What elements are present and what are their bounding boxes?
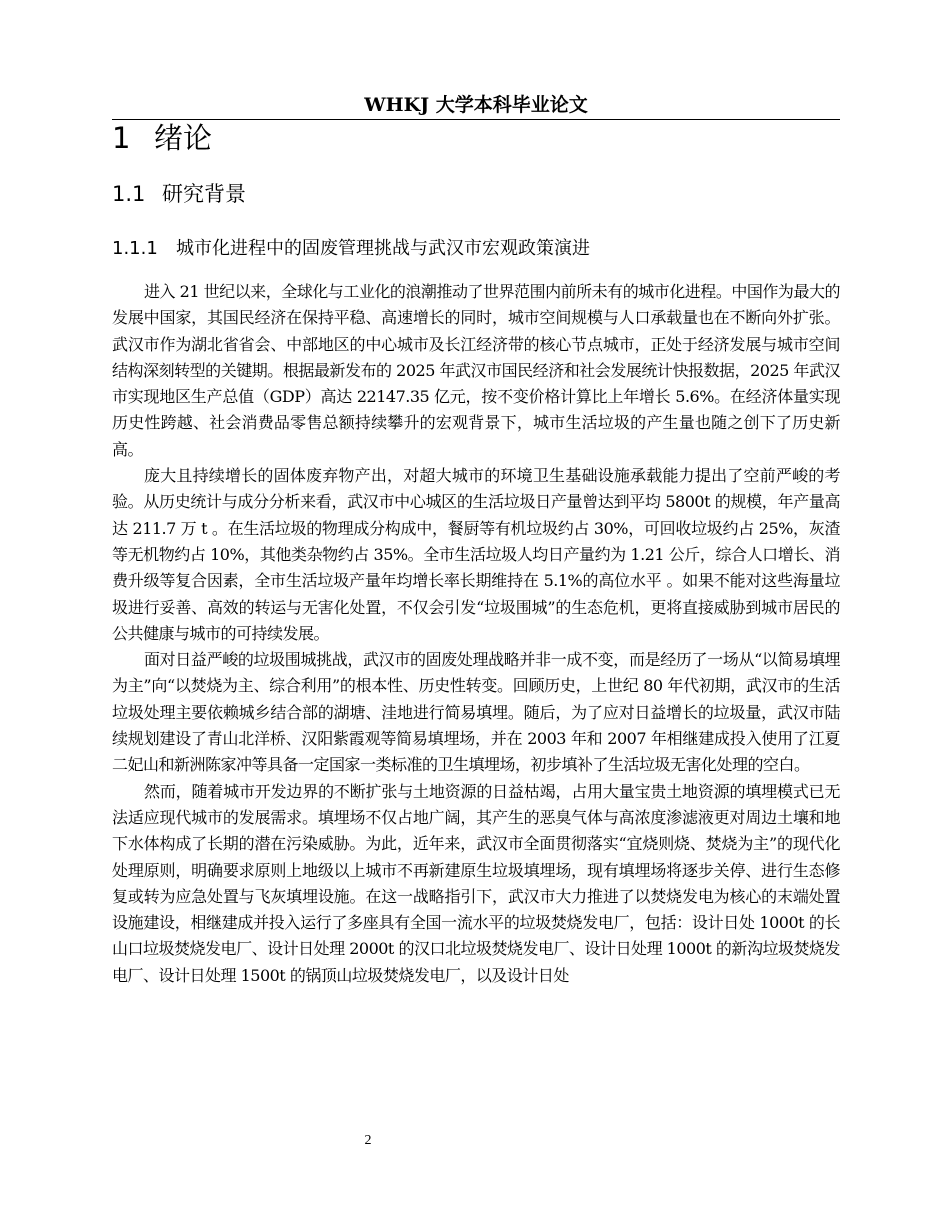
section-number: 1.1 bbox=[112, 182, 146, 206]
paragraph: 然而，随着城市开发边界的不断扩张与土地资源的日益枯竭，占用大量宝贵土地资源的填埋模式已无法适应现代城市的发展需求。填埋场不仅占地广阔，其产生的恶臭气体与高浓度渗滤液更对周边土壤和地下水体构成了长期的潜在污染威胁。为此，近年来，武汉市全面贯彻落实“宜烧则烧、焚烧为主”的现代化处理原则，明确要求原则上地级以上城市不再新建原生垃圾填埋场，现有填埋场将逐步关停、进行生态修复或转为应急处置与飞灰填埋设施。在这一战略指引下，武汉市大力推进了以焚烧发电为核心的末端处置设施建设，相继建成并投入运行了多座具有全国一流水平的垃圾焚烧发电厂，包括：设计日处 1000t 的长山口垃圾焚烧发电厂、设计日处理 2000t 的汉口北垃圾焚烧发电厂、设计日处理 1000t 的新沟垃圾焚烧发电厂、设计日处理 1500t 的锅顶山垃圾焚烧发电厂，以及设计日处 bbox=[112, 781, 840, 985]
running-header: WHKJ 大学本科毕业论文 bbox=[364, 94, 588, 116]
header-divider bbox=[112, 119, 840, 120]
chapter-number: 1 bbox=[112, 121, 131, 155]
chapter-heading bbox=[112, 118, 212, 158]
body-text bbox=[112, 279, 840, 989]
section-title: 研究背景 bbox=[162, 182, 246, 206]
chapter-title: 绪论 bbox=[154, 121, 213, 155]
paragraph: 进入 21 世纪以来，全球化与工业化的浪潮推动了世界范围内前所未有的城市化进程。中国作为最大的发展中国家，其国民经济在保持平稳、高速增长的同时，城市空间规模与人口承载量也在不断向外扩张。武汉市作为湖北省省会、中部地区的中心城市及长江经济带的核心节点城市，正处于经济发展与城市空间结构深刻转型的关键期。根据最新发布的 2025 年武汉市国民经济和社会发展统计快报数据，2025 年武汉市实现地区生产总值（GDP）高达 22147.35 亿元，按不变价格计算比上年增长 5.6%。在经济体量实现历史性跨越、社会消费品零售总额持续攀升的宏观背景下，城市生活垃圾的产生量也随之创下了历史新高。 bbox=[112, 282, 840, 459]
subsection-number: 1.1.1 bbox=[112, 238, 158, 259]
paragraph: 庞大且持续增长的固体废弃物产出，对超大城市的环境卫生基础设施承载能力提出了空前严峻的考验。从历史统计与成分分析来看，武汉市中心城区的生活垃圾日产量曾达到平均 5800t 的规模，年产量高达 211.7 万 t 。在生活垃圾的物理成分构成中，餐厨等有机垃圾约占 30%，可回收垃圾约占 25%，灰渣等无机物约占 10%，其他类杂物约占 35%。全市生活垃圾人均日产量约为 1.21 公斤，综合人口增长、消费升级等复合因素，全市生活垃圾产量年均增长率长期维持在 5.1%的高位水平 。如果不能对这些海量垃圾进行妥善、高效的转运与无害化处置，不仅会引发“垃圾围城”的生态危机，更将直接威胁到城市居民的公共健康与城市的可持续发展。 bbox=[112, 466, 840, 643]
subsection-title: 城市化进程中的固废管理挑战与武汉市宏观政策演进 bbox=[176, 238, 590, 259]
paragraph: 面对日益严峻的垃圾围城挑战，武汉市的固废处理战略并非一成不变，而是经历了一场从“以简易填埋为主”向“以焚烧为主、综合利用”的根本性、历史性转变。回顾历史，上世纪 80 年代初期，武汉市的生活垃圾处理主要依赖城乡结合部的湖塘、洼地进行简易填埋。随后，为了应对日益增长的垃圾量，武汉市陆续规划建设了青山北洋桥、汉阳紫霞观等简易填埋场，并在 2003 年和 2007 年相继建成投入使用了江夏二妃山和新洲陈家冲等具备一定国家一类标准的卫生填埋场，初步填补了生活垃圾无害化处理的空白。 bbox=[112, 650, 840, 775]
page-number: 2 bbox=[364, 1133, 372, 1148]
subsection-heading bbox=[112, 235, 590, 263]
section-heading bbox=[112, 179, 246, 209]
